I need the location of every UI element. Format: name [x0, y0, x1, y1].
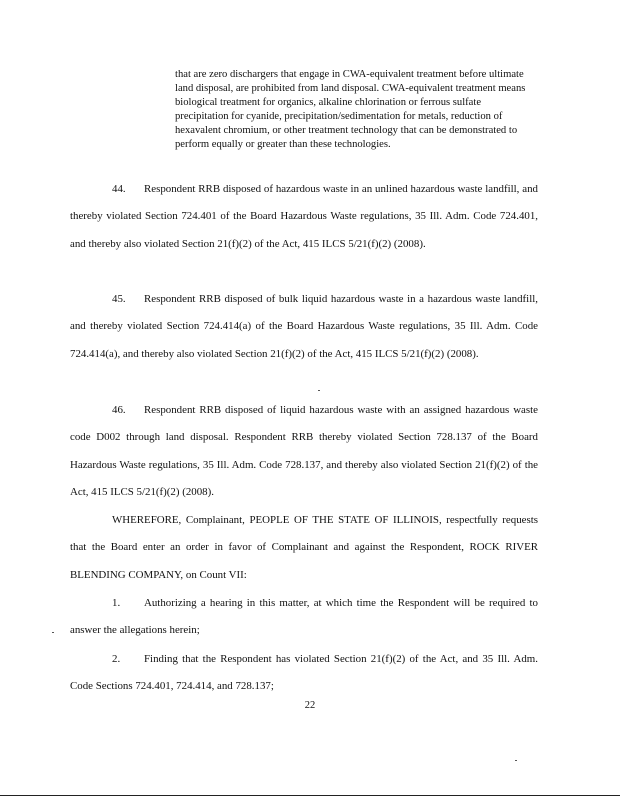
request-number: 2. — [112, 653, 121, 665]
request-item-2 — [70, 646, 538, 701]
paragraph-number: 46. — [112, 404, 126, 416]
paragraph-46 — [70, 397, 538, 507]
paragraph-text: Respondent RRB disposed of hazardous waste in an unlined hazardous waste landfill, and thereby violated Section 724.401 of the Board Hazardous Waste regulations, 35 Ill. Adm. Code 724.401, and thereby also violated Section 21(f)(2) of the Act, 415 ILCS 5/21(f)(2) (2008). — [70, 183, 538, 250]
paragraph-44 — [70, 176, 538, 258]
wherefore-text: WHEREFORE, Complainant, PEOPLE OF THE STATE OF ILLINOIS, respectfully requests that the Board enter an order in favor of Complainant and against the Respondent, ROCK RIVER BLENDING COMPANY, on Count VII: — [70, 514, 538, 581]
paragraph-number: 44. — [112, 183, 126, 195]
paragraph-text: Respondent RRB disposed of bulk liquid hazardous waste in a hazardous waste landfill, and thereby violated Section 724.414(a) of the Board Hazardous Waste regulations, 35 Ill. Adm. Code 724.414(a), and thereby also violated Section 21(f)(2) of the Act, 415 ILCS 5/21(f)(2) (2008). — [70, 293, 538, 360]
paragraph-45 — [70, 286, 538, 368]
request-number: 1. — [112, 597, 121, 609]
wherefore-paragraph — [70, 507, 538, 589]
page-number: 22 — [304, 700, 316, 711]
scan-speck — [515, 760, 517, 761]
request-text: Authorizing a hearing in this matter, at which time the Respondent will be required to answer the allegations herein; — [70, 597, 538, 637]
paragraph-number: 45. — [112, 293, 126, 305]
block-quote: that are zero dischargers that engage in CWA-equivalent treatment before ultimate land disposal, are prohibited from land disposal. CWA-equivalent treatment means biological treatment for organics, alkaline chlorination or ferrous sulfate precipitation for cyanide, precipitation/sedimentation for metals, reduction of hexavalent chromium, or other treatment technology that can be demonstrated to perform equally or greater than these technologies. — [175, 69, 526, 151]
request-text: Finding that the Respondent has violated Section 21(f)(2) of the Act, and 35 Ill. Adm. Code Sections 724.401, 724.414, and 728.137; — [70, 653, 538, 693]
scan-speck — [318, 390, 320, 391]
paragraph-text: Respondent RRB disposed of liquid hazardous waste with an assigned hazardous waste code D002 through land disposal. Respondent RRB thereby violated Section 728.137 of the Board Hazardous Waste regulations, 35 Ill. Adm. Code 728.137, and thereby also violated Section 21(f)(2) of the Act, 415 ILCS 5/21(f)(2) (2008). — [70, 404, 538, 499]
request-item-1 — [70, 590, 538, 645]
bottom-rule — [0, 795, 620, 796]
scan-speck — [52, 632, 54, 633]
